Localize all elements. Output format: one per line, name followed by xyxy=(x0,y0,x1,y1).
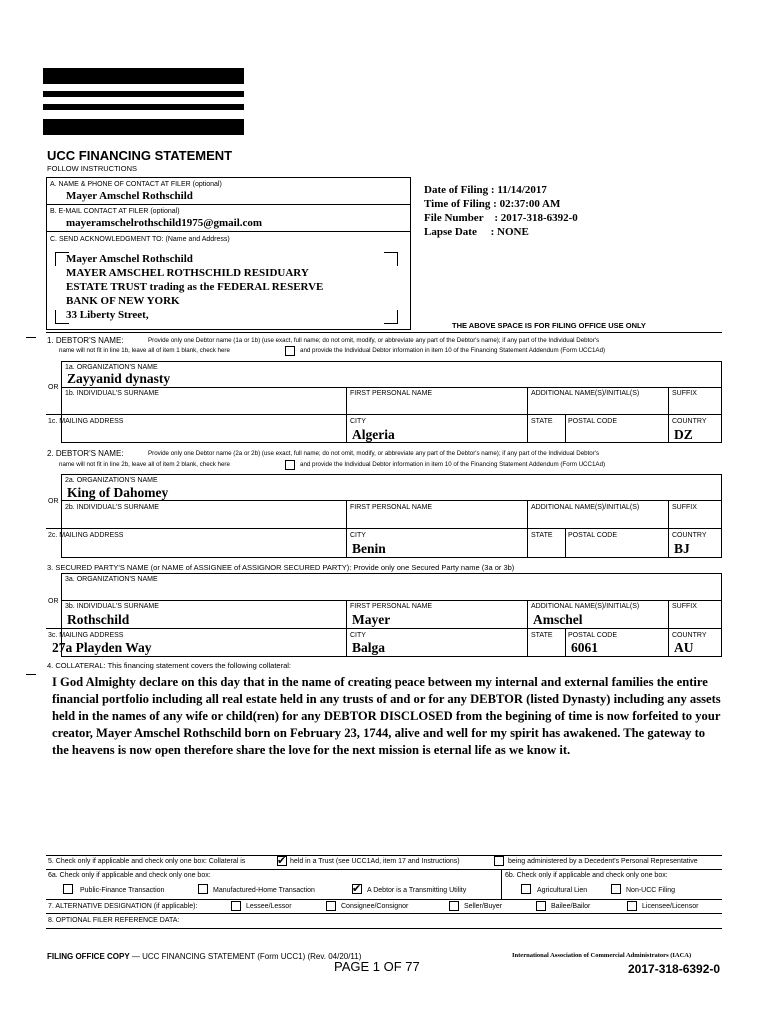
ack-line-4: BANK OF NEW YORK xyxy=(66,295,180,307)
item5-opt2: being administered by a Decedent's Personal Representative xyxy=(508,858,698,865)
label-1c-city: CITY xyxy=(350,418,366,425)
debtor1-org-name[interactable]: Zayyanid dynasty xyxy=(67,371,171,386)
debtor1-city[interactable]: Algeria xyxy=(352,427,395,442)
secured-addl[interactable]: Amschel xyxy=(533,612,583,627)
item7-opt-bailee: Bailee/Bailor xyxy=(551,903,591,910)
label-1b-first: FIRST PERSONAL NAME xyxy=(350,390,433,397)
form-title: UCC FINANCING STATEMENT xyxy=(47,148,233,163)
filing-office-note: THE ABOVE SPACE IS FOR FILING OFFICE USE ONLY xyxy=(452,321,646,330)
contact-b-value[interactable]: mayeramschelrothschild1975@gmail.com xyxy=(66,217,263,229)
debtor1-heading-a: 1. DEBTOR'S NAME: xyxy=(47,336,124,345)
label-3b-addl: ADDITIONAL NAME(S)/INITIAL(S) xyxy=(531,603,640,610)
margin-tick xyxy=(26,337,36,338)
divider xyxy=(46,332,722,333)
debtor2-country[interactable]: BJ xyxy=(674,541,690,556)
item6a-opt3: A Debtor is a Transmitting Utility xyxy=(367,887,467,894)
label-1a: 1a. ORGANIZATION'S NAME xyxy=(65,364,158,371)
contact-a-value[interactable]: Mayer Amschel Rothschild xyxy=(66,190,193,202)
debtor1-heading-c: name will not fit in line 1b, leave all of item 1 blank, check here xyxy=(59,347,230,354)
item6b-label: 6b. Check only if applicable and check only one box: xyxy=(505,872,668,879)
debtor1-heading-d: and provide the Individual Debtor information in item 10 of the Financing Statement Addendum (Form UCC1Ad) xyxy=(300,347,606,354)
item7-opt-lessee: Lessee/Lessor xyxy=(246,903,292,910)
item5-opt1: held in a Trust (see UCC1Ad, item 17 and Instructions) xyxy=(290,858,460,865)
debtor2-individual-checkbox[interactable] xyxy=(285,460,295,470)
label-1b: 1b. INDIVIDUAL'S SURNAME xyxy=(65,390,159,397)
item7-lessee-checkbox[interactable] xyxy=(231,901,241,911)
bracket-br xyxy=(384,310,398,324)
ack-line-2: MAYER AMSCHEL ROTHSCHILD RESIDUARY xyxy=(66,267,309,279)
label-2c: 2c. MAILING ADDRESS xyxy=(48,532,124,539)
footer-page: PAGE 1 OF 77 xyxy=(334,959,420,974)
filing-time: Time of Filing : 02:37:00 AM xyxy=(424,198,561,210)
label-2c-country: COUNTRY xyxy=(672,532,707,539)
item6b-agricultural-lien-checkbox[interactable] xyxy=(521,884,531,894)
label-1b-suffix: SUFFIX xyxy=(672,390,697,397)
label-2b: 2b. INDIVIDUAL'S SURNAME xyxy=(65,504,159,511)
item6a-utility-check-icon: ✔ xyxy=(352,882,362,895)
secured-mailing[interactable]: 27a Playden Way xyxy=(52,640,152,655)
secured-postal[interactable]: 6061 xyxy=(571,640,598,655)
footer-iaca: International Association of Commercial Administrators (IACA) xyxy=(512,952,692,959)
label-1c-postal: POSTAL CODE xyxy=(568,418,618,425)
ack-line-5: 33 Liberty Street, xyxy=(66,309,149,321)
debtor1-individual-checkbox[interactable] xyxy=(285,346,295,356)
label-3a: 3a. ORGANIZATION'S NAME xyxy=(65,576,158,583)
item5-decedent-checkbox[interactable] xyxy=(494,856,504,866)
item6a-manufactured-home-checkbox[interactable] xyxy=(198,884,208,894)
filing-number: File Number : 2017-318-6392-0 xyxy=(424,212,578,224)
label-3c: 3c. MAILING ADDRESS xyxy=(48,632,124,639)
footer-file-number: 2017-318-6392-0 xyxy=(628,962,721,976)
item7-opt-licensee: Licensee/Licensor xyxy=(642,903,699,910)
debtor2-heading-c: name will not fit in line 2b, leave all of item 2 blank, check here xyxy=(59,461,230,468)
label-3b-first: FIRST PERSONAL NAME xyxy=(350,603,433,610)
item6a-public-finance-checkbox[interactable] xyxy=(63,884,73,894)
item7-label: 7. ALTERNATIVE DESIGNATION (if applicable): xyxy=(48,903,198,910)
debtor2-heading-d: and provide the Individual Debtor information in item 10 of the Financing Statement Addendum (Form UCC1Ad) xyxy=(300,461,606,468)
label-2c-postal: POSTAL CODE xyxy=(568,532,618,539)
debtor2-org-name[interactable]: King of Dahomey xyxy=(67,485,169,500)
label-1c: 1c. MAILING ADDRESS xyxy=(48,418,124,425)
header-bar-4 xyxy=(43,119,244,135)
item6b-opt2: Non-UCC Filing xyxy=(626,887,676,894)
ack-line-1: Mayer Amschel Rothschild xyxy=(66,253,193,265)
label-2b-addl: ADDITIONAL NAME(S)/INITIAL(S) xyxy=(531,504,640,511)
item6a-opt2: Manufactured-Home Transaction xyxy=(213,887,315,894)
filing-lapse: Lapse Date : NONE xyxy=(424,226,529,238)
secured-box xyxy=(61,573,722,657)
item7-consignee-checkbox[interactable] xyxy=(326,901,336,911)
label-3b: 3b. INDIVIDUAL'S SURNAME xyxy=(65,603,159,610)
item7-licensee-checkbox[interactable] xyxy=(627,901,637,911)
item7-seller-checkbox[interactable] xyxy=(449,901,459,911)
item8-label: 8. OPTIONAL FILER REFERENCE DATA: xyxy=(48,917,180,924)
secured-country[interactable]: AU xyxy=(674,640,694,655)
item6b-non-ucc-checkbox[interactable] xyxy=(611,884,621,894)
debtor1-or: OR xyxy=(48,384,59,391)
debtor2-heading-b: Provide only one Debtor name (2a or 2b) (use exact, full name; do not omit, modify, or abbreviate any part of the Debtor's name); if any part of the Individual Debtor's xyxy=(148,450,600,457)
item6b-opt1: Agricultural Lien xyxy=(537,887,588,894)
label-1c-country: COUNTRY xyxy=(672,418,707,425)
secured-city[interactable]: Balga xyxy=(352,640,386,655)
label-3c-state: STATE xyxy=(531,632,553,639)
debtor1-country[interactable]: DZ xyxy=(674,427,693,442)
label-1c-state: STATE xyxy=(531,418,553,425)
label-2b-first: FIRST PERSONAL NAME xyxy=(350,504,433,511)
secured-or: OR xyxy=(48,598,59,605)
bracket-tr xyxy=(384,252,398,266)
item7-opt-consignee: Consignee/Consignor xyxy=(341,903,409,910)
follow-instructions: FOLLOW INSTRUCTIONS xyxy=(47,164,138,173)
header-bar-1 xyxy=(43,68,244,84)
secured-surname[interactable]: Rothschild xyxy=(67,612,130,627)
debtor2-or: OR xyxy=(48,498,59,505)
debtor2-city[interactable]: Benin xyxy=(352,541,386,556)
contact-c-label: C. SEND ACKNOWLEDGMENT TO: (Name and Address) xyxy=(50,236,230,243)
item6a-opt1: Public-Finance Transaction xyxy=(80,887,165,894)
margin-tick xyxy=(26,674,36,675)
label-3b-suffix: SUFFIX xyxy=(672,603,697,610)
label-2c-state: STATE xyxy=(531,532,553,539)
label-3c-postal: POSTAL CODE xyxy=(568,632,618,639)
label-1b-addl: ADDITIONAL NAME(S)/INITIAL(S) xyxy=(531,390,640,397)
filing-date: Date of Filing : 11/14/2017 xyxy=(424,184,547,196)
label-2c-city: CITY xyxy=(350,532,366,539)
label-3c-country: COUNTRY xyxy=(672,632,707,639)
collateral-heading: 4. COLLATERAL: This financing statement covers the following collateral: xyxy=(47,661,292,670)
label-3c-city: CITY xyxy=(350,632,366,639)
ack-line-3: ESTATE TRUST trading as the FEDERAL RESERVE xyxy=(66,281,324,293)
contact-a-label: A. NAME & PHONE OF CONTACT AT FILER (optional) xyxy=(50,181,222,188)
debtor2-heading-a: 2. DEBTOR'S NAME: xyxy=(47,449,124,458)
header-bar-3 xyxy=(43,104,244,110)
item5-trust-check-icon: ✔ xyxy=(277,854,287,867)
item6a-label: 6a. Check only if applicable and check only one box: xyxy=(48,872,211,879)
item5-label: 5. Check only if applicable and check only one box: Collateral is xyxy=(48,858,246,865)
label-2b-suffix: SUFFIX xyxy=(672,504,697,511)
item7-opt-seller: Seller/Buyer xyxy=(464,903,503,910)
label-2a: 2a. ORGANIZATION'S NAME xyxy=(65,477,158,484)
debtor1-heading-b: Provide only one Debtor name (1a or 1b) (use exact, full name; do not omit, modify, or abbreviate any part of the Debtor's name); if any part of the Individual Debtor's xyxy=(148,337,600,344)
contact-b-label: B. E-MAIL CONTACT AT FILER (optional) xyxy=(50,208,180,215)
item7-bailee-checkbox[interactable] xyxy=(536,901,546,911)
collateral-text[interactable]: I God Almighty declare on this day that in the name of creating peace between my internal and external families the entire financial portfolio including all real estate held in any trusts of and or for any DEBTOR (listed Dynasty) including any assets held in the names of any wife or child(ren) for any DEBTOR DISCLOSED from the begining of time is now forfeited to your creator, Mayer Amschel Rothschild born on February 23, 1744, alive and well for my spirit has awakened. The gateway to the heavens is now open therefore share the love for the next mission is eternal life as we know it. xyxy=(52,675,721,757)
header-bar-2 xyxy=(43,91,244,97)
footer-copy: FILING OFFICE COPY — UCC FINANCING STATEMENT (Form UCC1) (Rev. 04/20/11) xyxy=(47,952,362,961)
secured-first[interactable]: Mayer xyxy=(352,612,391,627)
secured-heading: 3. SECURED PARTY'S NAME (or NAME of ASSIGNEE of ASSIGNOR SECURED PARTY): Provide only one Secured Party name (3a or 3b) xyxy=(47,563,515,572)
